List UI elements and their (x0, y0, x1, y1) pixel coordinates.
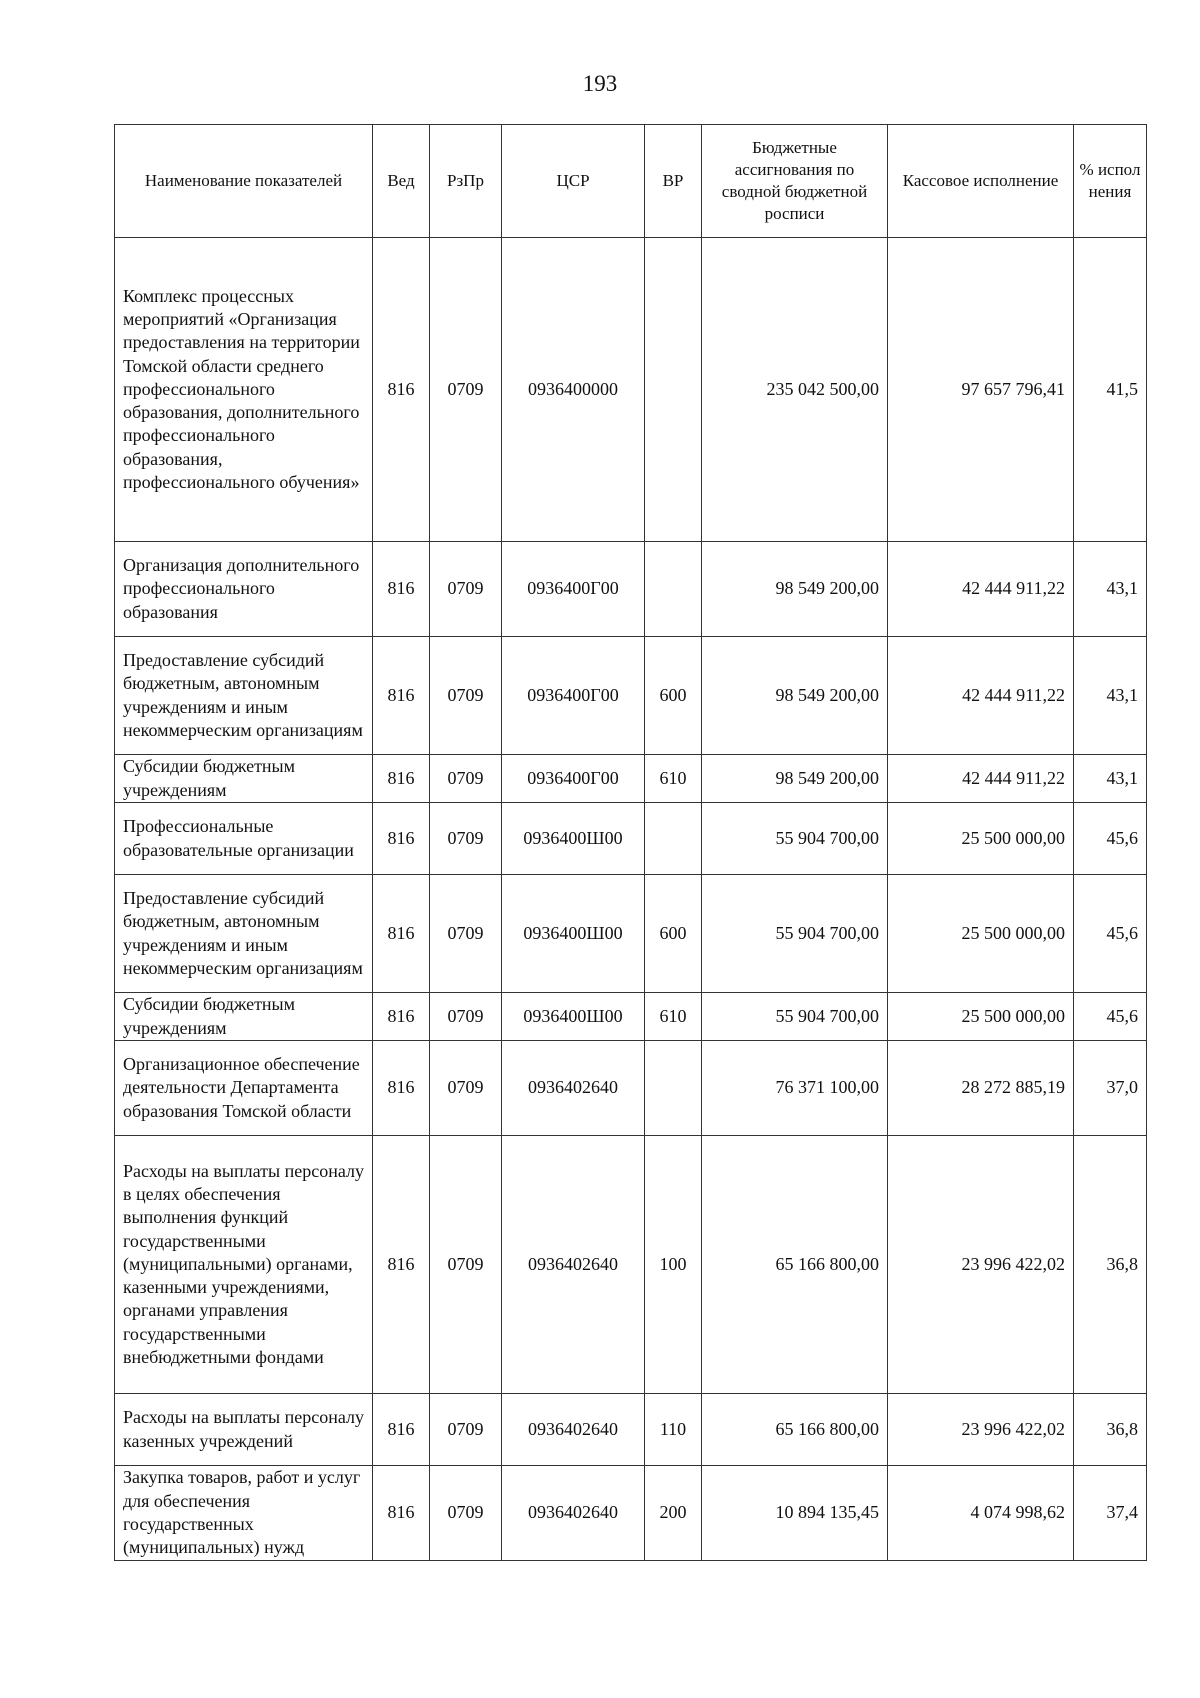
row-vr: 110 (645, 1394, 702, 1466)
row-ved: 816 (373, 1136, 430, 1394)
budget-execution-table (114, 124, 1147, 1561)
table-row (115, 542, 1147, 637)
row-rzpr: 0709 (430, 542, 502, 637)
row-csr: 0936400Г00 (502, 542, 645, 637)
row-vr: 610 (645, 993, 702, 1041)
row-percent: 43,1 (1074, 542, 1147, 637)
row-csr: 0936402640 (502, 1466, 645, 1561)
row-percent: 37,4 (1074, 1466, 1147, 1561)
table-row (115, 1466, 1147, 1561)
row-name: Предоставление субсидий бюджетным, автономным учреждениям и иным некоммерческим организациям (115, 875, 373, 993)
row-percent: 36,8 (1074, 1394, 1147, 1466)
row-cash: 42 444 911,22 (888, 755, 1074, 803)
header-ved: Вед (373, 125, 430, 238)
row-name: Предоставление субсидий бюджетным, автономным учреждениям и иным некоммерческим организациям (115, 637, 373, 755)
row-cash: 28 272 885,19 (888, 1041, 1074, 1136)
header-name: Наименование показателей (115, 125, 373, 238)
row-name: Организация дополнительного профессионального образования (115, 542, 373, 637)
row-budget: 65 166 800,00 (702, 1394, 888, 1466)
row-rzpr: 0709 (430, 238, 502, 542)
table-row (115, 238, 1147, 542)
row-rzpr: 0709 (430, 1466, 502, 1561)
row-vr (645, 1041, 702, 1136)
row-budget: 76 371 100,00 (702, 1041, 888, 1136)
row-rzpr: 0709 (430, 755, 502, 803)
row-name: Субсидии бюджетным учреждениям (115, 993, 373, 1041)
row-percent: 43,1 (1074, 755, 1147, 803)
row-name: Расходы на выплаты персоналу в целях обеспечения выполнения функций государственными (муниципальными) органами, казенными учреждениями, органами управления государственными внебюджетными фондами (115, 1136, 373, 1394)
row-rzpr: 0709 (430, 1041, 502, 1136)
header-rzpr: РзПр (430, 125, 502, 238)
row-cash: 42 444 911,22 (888, 542, 1074, 637)
row-rzpr: 0709 (430, 803, 502, 875)
row-ved: 816 (373, 1466, 430, 1561)
row-csr: 0936400Ш00 (502, 875, 645, 993)
row-csr: 0936400Ш00 (502, 803, 645, 875)
row-cash: 4 074 998,62 (888, 1466, 1074, 1561)
row-ved: 816 (373, 637, 430, 755)
row-cash: 23 996 422,02 (888, 1136, 1074, 1394)
table-row (115, 875, 1147, 993)
row-budget: 235 042 500,00 (702, 238, 888, 542)
row-vr (645, 238, 702, 542)
row-vr: 600 (645, 637, 702, 755)
row-budget: 55 904 700,00 (702, 803, 888, 875)
row-budget: 98 549 200,00 (702, 755, 888, 803)
table-row (115, 1041, 1147, 1136)
row-budget: 98 549 200,00 (702, 637, 888, 755)
header-percent: % испол нения (1074, 125, 1147, 238)
table-header-row (115, 125, 1147, 238)
table-row (115, 1394, 1147, 1466)
row-ved: 816 (373, 238, 430, 542)
row-cash: 25 500 000,00 (888, 875, 1074, 993)
row-rzpr: 0709 (430, 1394, 502, 1466)
row-cash: 25 500 000,00 (888, 803, 1074, 875)
row-budget: 10 894 135,45 (702, 1466, 888, 1561)
header-vr: ВР (645, 125, 702, 238)
row-name: Закупка товаров, работ и услуг для обеспечения государственных (муниципальных) нужд (115, 1466, 373, 1561)
row-ved: 816 (373, 803, 430, 875)
row-budget: 55 904 700,00 (702, 993, 888, 1041)
table-row (115, 637, 1147, 755)
row-name: Субсидии бюджетным учреждениям (115, 755, 373, 803)
row-rzpr: 0709 (430, 993, 502, 1041)
row-csr: 0936400000 (502, 238, 645, 542)
row-ved: 816 (373, 1041, 430, 1136)
row-csr: 0936400Г00 (502, 637, 645, 755)
row-ved: 816 (373, 755, 430, 803)
row-budget: 65 166 800,00 (702, 1136, 888, 1394)
row-name: Организационное обеспечение деятельности Департамента образования Томской области (115, 1041, 373, 1136)
table-row (115, 803, 1147, 875)
header-cash: Кассовое исполнение (888, 125, 1074, 238)
row-name: Расходы на выплаты персоналу казенных учреждений (115, 1394, 373, 1466)
row-vr (645, 542, 702, 637)
row-name: Профессиональные образовательные организации (115, 803, 373, 875)
row-vr: 100 (645, 1136, 702, 1394)
row-cash: 42 444 911,22 (888, 637, 1074, 755)
row-cash: 97 657 796,41 (888, 238, 1074, 542)
table-row (115, 755, 1147, 803)
row-percent: 45,6 (1074, 993, 1147, 1041)
row-cash: 25 500 000,00 (888, 993, 1074, 1041)
header-csr: ЦСР (502, 125, 645, 238)
row-vr: 600 (645, 875, 702, 993)
page-number: 193 (582, 71, 618, 96)
row-cash: 23 996 422,02 (888, 1394, 1074, 1466)
row-csr: 0936402640 (502, 1041, 645, 1136)
row-csr: 0936402640 (502, 1394, 645, 1466)
row-name: Комплекс процессных мероприятий «Организация предоставления на территории Томской области среднего профессионального образования, дополнительного профессионального образования, профессионального обучения» (115, 238, 373, 542)
table-row (115, 1136, 1147, 1394)
header-budget: Бюджетные ассигнования по сводной бюджетной росписи (702, 125, 888, 238)
row-vr: 200 (645, 1466, 702, 1561)
row-rzpr: 0709 (430, 637, 502, 755)
row-rzpr: 0709 (430, 1136, 502, 1394)
row-percent: 45,6 (1074, 875, 1147, 993)
row-percent: 43,1 (1074, 637, 1147, 755)
row-ved: 816 (373, 542, 430, 637)
row-percent: 36,8 (1074, 1136, 1147, 1394)
row-ved: 816 (373, 1394, 430, 1466)
row-vr: 610 (645, 755, 702, 803)
row-ved: 816 (373, 875, 430, 993)
row-vr (645, 803, 702, 875)
row-csr: 0936400Г00 (502, 755, 645, 803)
row-budget: 55 904 700,00 (702, 875, 888, 993)
row-percent: 45,6 (1074, 803, 1147, 875)
table-row (115, 993, 1147, 1041)
row-rzpr: 0709 (430, 875, 502, 993)
row-ved: 816 (373, 993, 430, 1041)
row-csr: 0936402640 (502, 1136, 645, 1394)
row-csr: 0936400Ш00 (502, 993, 645, 1041)
row-percent: 41,5 (1074, 238, 1147, 542)
row-budget: 98 549 200,00 (702, 542, 888, 637)
row-percent: 37,0 (1074, 1041, 1147, 1136)
